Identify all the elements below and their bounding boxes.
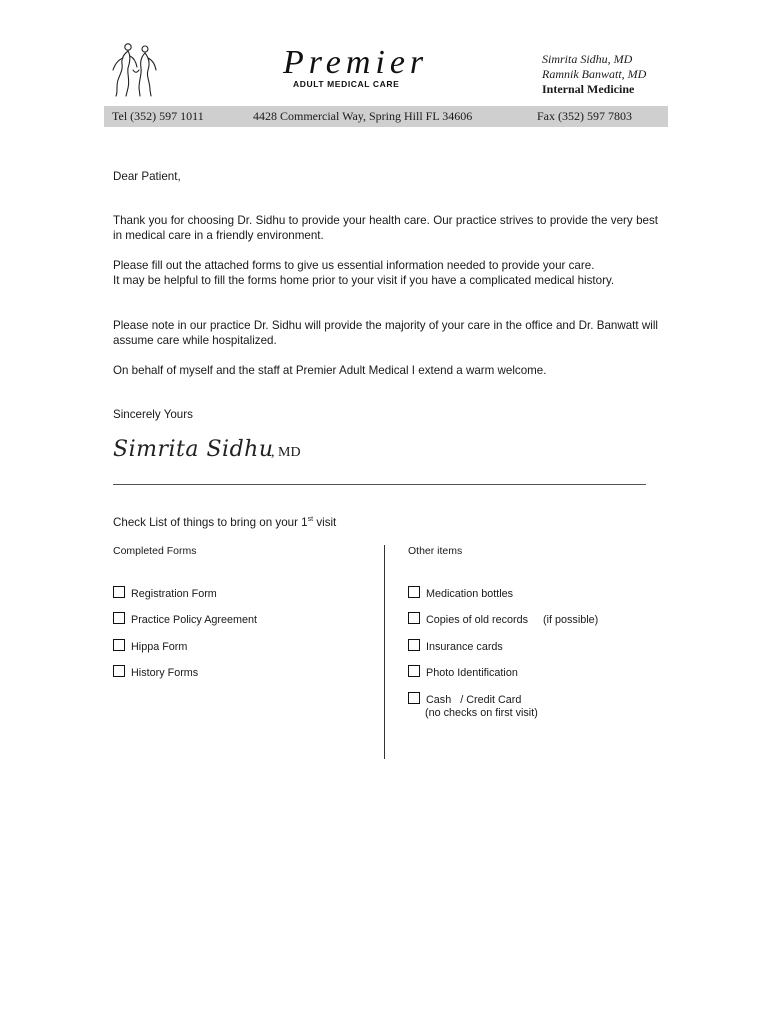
checklist-note: (no checks on first visit) — [425, 707, 538, 719]
checklist-item[interactable]: Medication bottles — [408, 586, 513, 601]
checklist-item[interactable]: Practice Policy Agreement — [113, 612, 257, 627]
phone-number: Tel (352) 597 1011 — [112, 109, 204, 123]
column-divider — [384, 545, 385, 759]
checkbox[interactable] — [113, 665, 125, 677]
salutation: Dear Patient, — [113, 170, 181, 183]
right-column-heading: Other items — [408, 545, 463, 557]
checklist-item[interactable]: Insurance cards — [408, 639, 503, 654]
closing: Sincerely Yours — [113, 408, 193, 421]
doctor-list — [542, 52, 646, 97]
checkbox[interactable] — [113, 586, 125, 598]
signature: Simrita Sidhu — [113, 437, 274, 462]
fax-number: Fax (352) 597 7803 — [537, 109, 632, 123]
signature-suffix: , MD — [271, 445, 301, 460]
checkbox[interactable] — [408, 639, 420, 651]
paragraph: Please note in our practice Dr. Sidhu will provide the majority of your care in the office and Dr. Banwatt will assume care while hospitalized. — [113, 319, 658, 347]
left-column-heading: Completed Forms — [113, 545, 197, 557]
checklist-item[interactable]: Hippa Form — [113, 639, 187, 654]
checklist-item[interactable]: History Forms — [113, 665, 198, 680]
checkbox[interactable] — [408, 586, 420, 598]
checkbox[interactable] — [113, 612, 125, 624]
doctor-name: Ramnik Banwatt, MD — [542, 67, 647, 81]
logo-subtitle: ADULT MEDICAL CARE — [293, 79, 400, 89]
premier-logo — [283, 44, 429, 96]
checklist-item[interactable]: Cash / Credit Card (no checks on first visit) — [408, 692, 538, 720]
paragraph: Please fill out the attached forms to give us essential information needed to provide your care. — [113, 259, 595, 272]
paragraph: It may be helpful to fill the forms home prior to your visit if you have a complicated medical history. — [113, 274, 615, 287]
address: 4428 Commercial Way, Spring Hill FL 34606 — [253, 109, 473, 123]
doctor-name: Simrita Sidhu, MD — [542, 52, 633, 66]
paragraph: Thank you for choosing Dr. Sidhu to provide your health care. Our practice strives to provide the very best in medical care in a friendly environment. — [113, 214, 658, 242]
checklist-item[interactable]: Registration Form — [113, 586, 217, 601]
checklist-item[interactable]: Copies of old records (if possible) — [408, 612, 598, 627]
checklist-title: Check List of things to bring on your 1st visit — [113, 516, 337, 529]
checkbox[interactable] — [113, 639, 125, 651]
checkbox[interactable] — [408, 692, 420, 704]
paragraph: On behalf of myself and the staff at Premier Adult Medical I extend a warm welcome. — [113, 364, 547, 377]
checkbox[interactable] — [408, 612, 420, 624]
checklist-item[interactable]: Photo Identification — [408, 665, 518, 680]
figures-logo-icon — [106, 40, 166, 98]
contact-bar — [104, 106, 668, 127]
checkbox[interactable] — [408, 665, 420, 677]
specialty: Internal Medicine — [542, 82, 635, 96]
logo-wordmark: Premier — [283, 44, 429, 81]
divider-line — [113, 484, 646, 485]
